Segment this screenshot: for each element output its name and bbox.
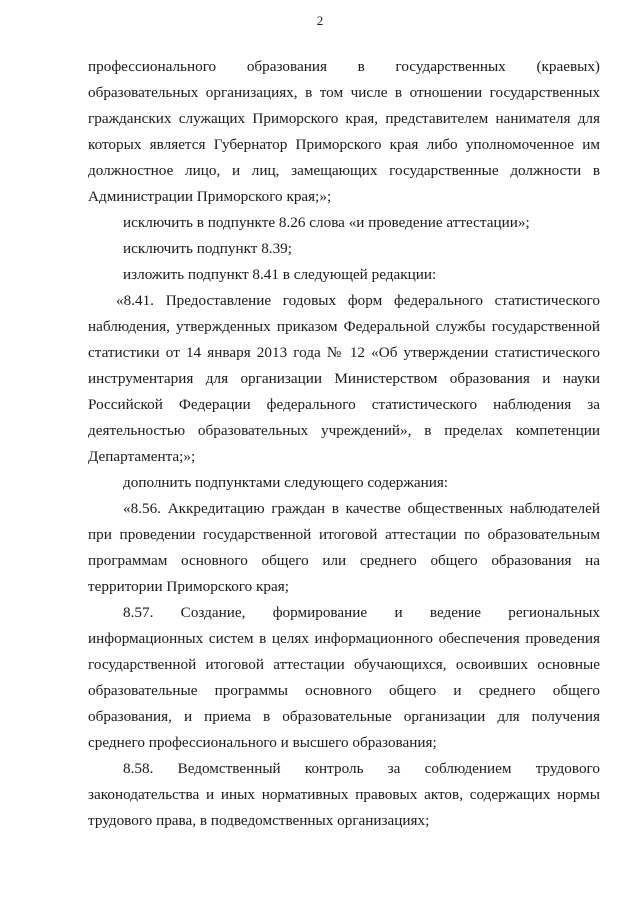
paragraph-8-58: 8.58. Ведомственный контроль за соблюдением трудового законодательства и иных нормативных правовых актов, содержащих нормы трудового права, в подведомственных организациях; (88, 760, 600, 829)
paragraph-continuation: профессионального образования в государственных (краевых) образовательных организациях, в том числе в отношении государственных гражданских служащих Приморского края, представителем нанимателя для которых является Губернатор Приморского края либо уполномоченное им должностное лицо, и лиц, замещающих государственные должности в Администрации Приморского края;»; (88, 58, 600, 205)
page-number: 2 (316, 13, 324, 28)
paragraph-8-41: «8.41. Предоставление годовых форм федерального статистического наблюдения, утвержденных приказом Федеральной службы государственной статистики от 14 января 2013 года № 12 «Об утверждении статистического инструментария для организации Министерством образования и науки Российской Федерации федерального статистического наблюдения за деятельностью образовательных учреждений», в пределах компетенции Департамента;»; (88, 292, 600, 465)
paragraph-exclude-8-39: исключить подпункт 8.39; (123, 240, 292, 257)
paragraph-add-subitems: дополнить подпунктами следующего содержания: (123, 474, 449, 491)
paragraph-8-57: 8.57. Создание, формирование и ведение региональных информационных систем в целях информационного обеспечения проведения государственной итоговой аттестации обучающихся, освоивших основные образовательные программы основного общего и среднего общего образования, и приема в образовательные организации для получения среднего профессионального и высшего образования; (88, 604, 600, 751)
paragraph-exclude-8-26: исключить в подпункте 8.26 слова «и проведение аттестации»; (123, 214, 530, 231)
paragraph-8-56: «8.56. Аккредитацию граждан в качестве общественных наблюдателей при проведении государственной итоговой аттестации по образовательным программам основного общего или среднего общего образования на территории Приморского края; (88, 500, 600, 595)
document-body (88, 54, 600, 834)
paragraph-amend-8-41: изложить подпункт 8.41 в следующей редакции: (123, 266, 437, 283)
